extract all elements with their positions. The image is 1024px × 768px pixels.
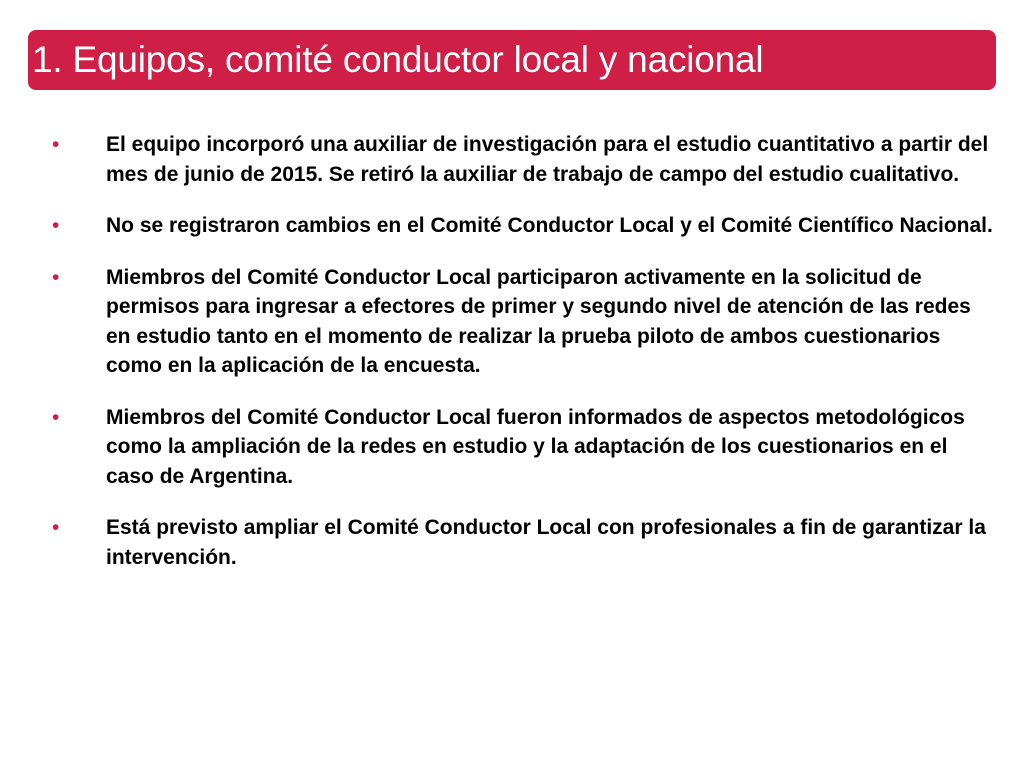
bullet-text: Miembros del Comité Conductor Local participaron activamente en la solicitud de permisos para ingresar a efectores de primer y segundo nivel de atención de las redes en estudio tanto en el momento de realizar la prueba piloto de ambos cuestionarios como en la aplicación de la encuesta. <box>106 265 971 377</box>
list-item <box>50 130 1000 189</box>
bullet-text: No se registraron cambios en el Comité Conductor Local y el Comité Científico Nacional. <box>106 214 993 237</box>
list-item <box>50 263 1000 381</box>
bullet-text: Miembros del Comité Conductor Local fueron informados de aspectos metodológicos como la ampliación de la redes en estudio y la adaptación de los cuestionarios en el caso de Argentina. <box>106 405 965 488</box>
bullet-text: El equipo incorporó una auxiliar de investigación para el estudio cuantitativo a partir del mes de junio de 2015. Se retiró la auxiliar de trabajo de campo del estudio cualitativo. <box>106 133 989 186</box>
bullet-icon: • <box>52 265 60 289</box>
list-item <box>50 403 1000 492</box>
title-banner <box>28 30 996 90</box>
bullet-icon: • <box>52 133 60 156</box>
bullet-icon: • <box>52 516 60 539</box>
bullet-list <box>50 130 1000 572</box>
bullet-icon: • <box>52 214 60 237</box>
bullet-icon: • <box>52 405 60 429</box>
list-item <box>50 211 1000 241</box>
list-item <box>50 513 1000 572</box>
bullet-text: Está previsto ampliar el Comité Conductor Local con profesionales a fin de garantizar la intervención. <box>106 516 986 569</box>
slide-title: 1. Equipos, comité conductor local y nacional <box>32 39 764 80</box>
